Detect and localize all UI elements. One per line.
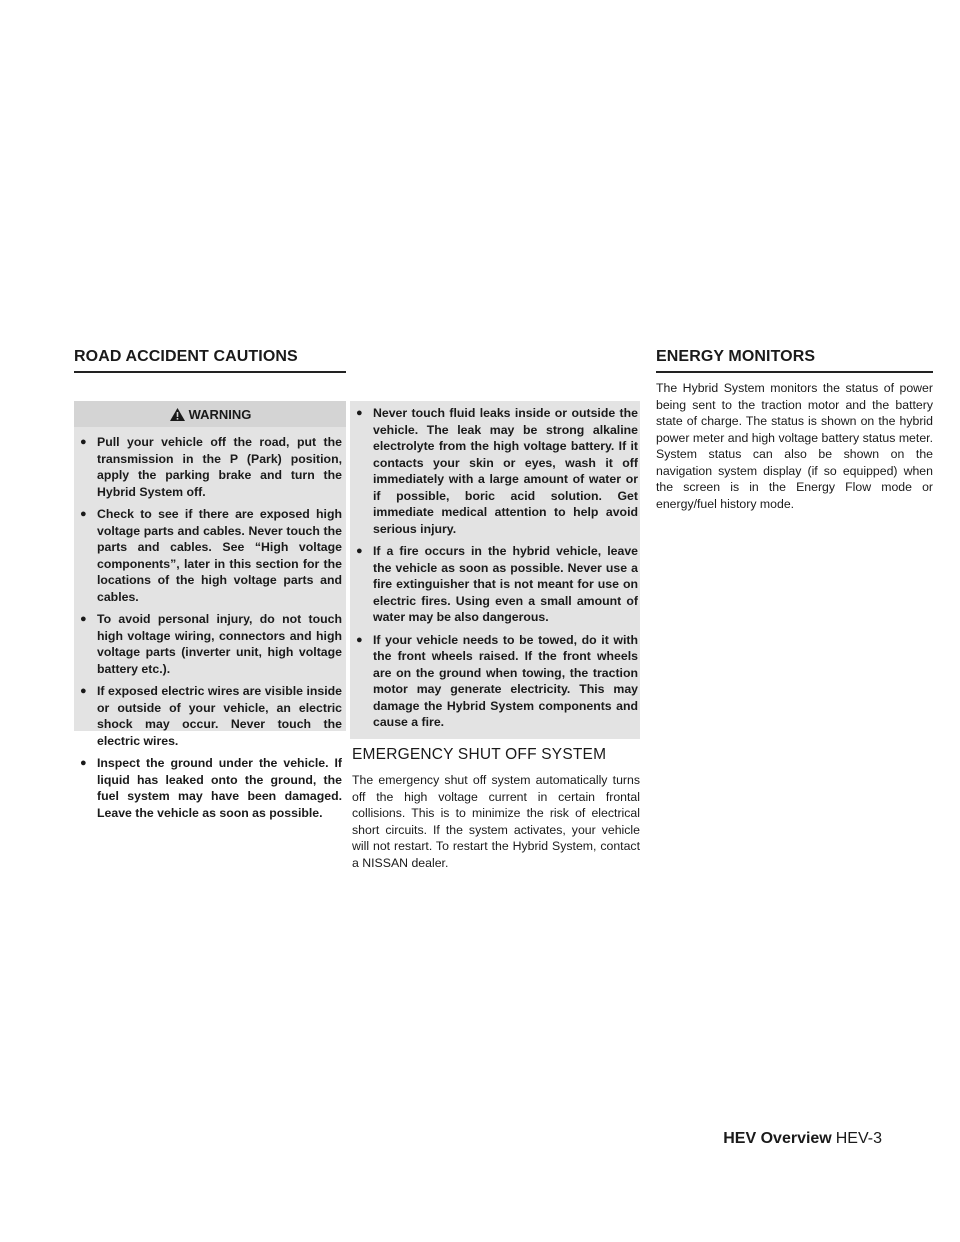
list-item: ● Never touch fluid leaks inside or outside the vehicle. The leak may be strong alkaline electrolyte from the high voltage battery. If it contacts your skin or eyes, wash it off immediately with a large amount of water or if possible, boric acid solution. Get immediate medical attention to help avoid serious injury. bbox=[356, 406, 638, 536]
section-heading-energy-monitors: ENERGY MONITORS bbox=[656, 348, 816, 365]
emergency-shut-off-heading: EMERGENCY SHUT OFF SYSTEM bbox=[352, 746, 607, 763]
list-item: ● If a fire occurs in the hybrid vehicle, leave the vehicle as soon as possible. Never use a fire extinguisher that is not meant for use on electric fires. Using even a small amount of water may be also dangerous. bbox=[356, 544, 638, 624]
section-heading-road-accident-cautions: ROAD ACCIDENT CAUTIONS bbox=[74, 348, 298, 365]
list-item: ● Check to see if there are exposed high voltage parts and cables. Never touch the parts and cables. See “High voltage components”, later in this section for the locations of the high voltage parts and cables. bbox=[80, 507, 342, 604]
bullet-icon: ● bbox=[356, 545, 363, 557]
list-item: ● If exposed electric wires are visible inside or outside of your vehicle, an electric shock may occur. Never touch the electric wires. bbox=[80, 684, 342, 748]
list-item: ● If your vehicle needs to be towed, do it with the front wheels raised. If the front wheels are on the ground when towing, the traction motor may generate electricity. This may damage the Hybrid System components and cause a fire. bbox=[356, 632, 638, 729]
page-footer bbox=[723, 1130, 882, 1148]
bullet-icon: ● bbox=[80, 685, 87, 697]
warning-list-col2 bbox=[356, 405, 638, 737]
bullet-icon: ● bbox=[80, 508, 87, 520]
page-number: HEV-3 bbox=[835, 1130, 882, 1147]
list-item: ● To avoid personal injury, do not touch high voltage wiring, connectors and high voltage parts (inverter unit, high voltage battery etc.). bbox=[80, 612, 342, 676]
list-item: ● Inspect the ground under the vehicle. If liquid has leaked onto the ground, the fuel system may have been damaged. Leave the vehicle as soon as possible. bbox=[80, 756, 342, 820]
warning-list-col1 bbox=[80, 434, 342, 827]
bullet-icon: ● bbox=[356, 633, 363, 646]
bullet-icon: ● bbox=[356, 407, 363, 419]
bullet-icon: ● bbox=[80, 613, 87, 625]
warning-title: WARNING bbox=[188, 406, 252, 422]
bullet-icon: ● bbox=[80, 757, 87, 769]
heading-rule bbox=[656, 371, 933, 373]
energy-monitors-body-text: The Hybrid System monitors the status of power being sent to the traction motor and the battery state of charge. The status is shown on the hybrid power meter and high voltage battery status meter. System status can also be shown on the navigation system display (if so equipped) when the screen is in the Energy Flow mode or energy/fuel history mode. bbox=[656, 381, 933, 511]
heading-rule bbox=[74, 371, 346, 373]
footer-section-name: HEV Overview bbox=[723, 1130, 832, 1147]
warning-header bbox=[74, 401, 346, 427]
bullet-icon: ● bbox=[80, 436, 87, 448]
warning-triangle-icon bbox=[169, 407, 186, 422]
list-item: ● Pull your vehicle off the road, put the transmission in the P (Park) position, apply the parking brake and turn the Hybrid System off. bbox=[80, 435, 342, 499]
emergency-body-text: The emergency shut off system automatically turns off the high voltage current in certain frontal collisions. This is to minimize the risk of electrical short circuits. If the system activates, your vehicle will not restart. To restart the Hybrid System, contact a NISSAN dealer. bbox=[352, 773, 640, 870]
